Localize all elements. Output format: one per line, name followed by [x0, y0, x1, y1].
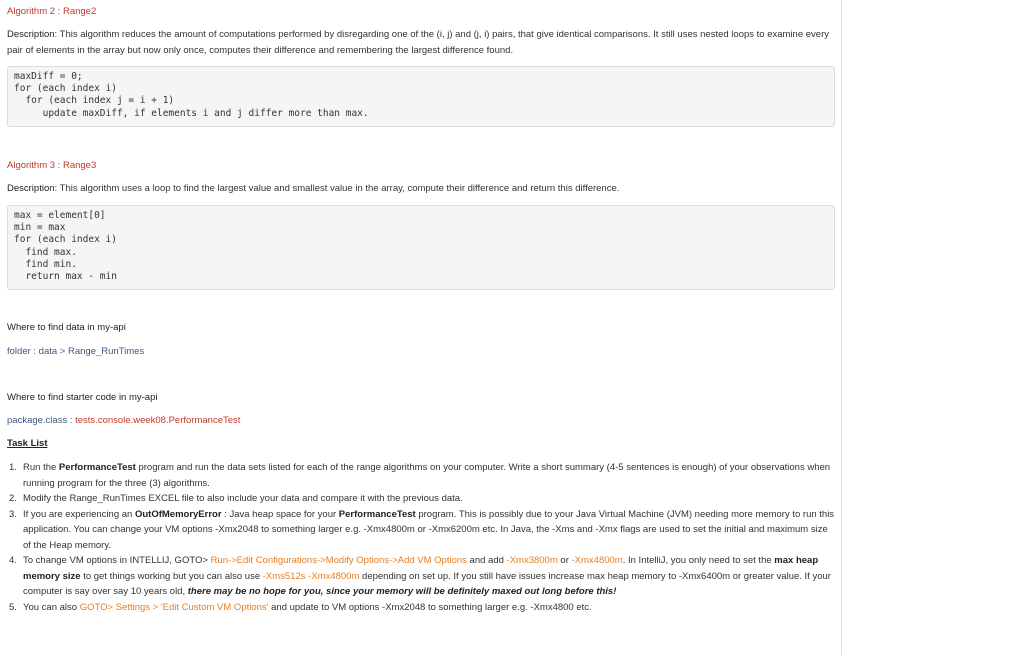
task-item-2 — [7, 491, 837, 507]
task-text: . In IntelliJ, you only need to set the — [622, 555, 775, 566]
code-line: min = max — [14, 222, 66, 234]
task-emphasis: max heap memory size — [23, 555, 819, 582]
task-text: and update to VM options -Xmx2048 to something larger e.g. -Xmx4800 etc. — [268, 601, 592, 613]
settings-path-link[interactable]: GOTO> Settings > 'Edit Custom VM Options' — [79, 601, 269, 613]
task-text: program. This is possibly due to your Java Virtual Machine (JVM) needing more memory to run this application. You can change your VM options -Xmx2048 to something larger e.g. -Xmx4800m or -Xmx6200m etc. In Java, the -Xms and -Xmx flags are used to set the initial and maximum size of the Heap memory. — [23, 508, 835, 551]
task-text: If you are experiencing an — [23, 508, 135, 520]
description-label: Description — [7, 29, 55, 40]
algorithm-3-description — [7, 181, 837, 197]
package-label: package.class : — [7, 415, 76, 426]
code-line: find max. — [14, 246, 77, 258]
task-text: or — [557, 555, 572, 566]
task-list — [7, 460, 837, 615]
code-line: max = element[0] — [14, 210, 106, 221]
task-number: 5. — [9, 601, 17, 613]
task-emphasis: OutOfMemoryError — [134, 508, 222, 520]
task-emphasis: PerformanceTest — [58, 462, 136, 473]
task-item-5 — [7, 600, 837, 616]
task-text: To change VM options in INTELLIJ, GOTO> — [23, 555, 211, 566]
task-text: to get things working but you can also use — [80, 570, 263, 582]
task-text: : Java heap space for your — [221, 508, 339, 520]
algorithm-2-heading: Algorithm 2 : Range2 — [7, 6, 97, 17]
algorithm-3-heading: Algorithm 3 : Range3 — [7, 160, 97, 171]
task-warning: there may be no hope for you, since your memory will be definitely maxed out long before this! — [187, 586, 617, 597]
code-line: for (each index i) — [14, 83, 117, 95]
starter-package-class — [7, 415, 240, 426]
task-text: You can also — [23, 601, 80, 613]
task-number: 3. — [9, 508, 17, 520]
task-text: Modify the Range_RunTimes EXCEL file to also include your data and compare it with the previous data. — [23, 493, 463, 504]
code-line: for (each index i) — [14, 234, 117, 246]
algorithm-2-description — [7, 27, 837, 58]
package-link[interactable]: tests.console.week08.PerformanceTest — [75, 415, 241, 426]
task-emphasis: PerformanceTest — [338, 508, 416, 520]
task-text: program and run the data sets listed for each of the range algorithms on your computer. Write a short summary (4-5 sentences is enough) of your observations when running program for the three (3) algorithms. — [23, 462, 831, 489]
data-folder-path: folder : data > Range_RunTimes — [7, 346, 145, 357]
algorithm-3-code-block — [7, 205, 835, 290]
task-text: and add — [466, 555, 507, 566]
vm-option-value: -Xms512s — [262, 570, 306, 582]
task-number: 4. — [9, 555, 17, 566]
vm-option-value: -Xmx3800m — [506, 555, 558, 566]
task-list-heading: Task List — [7, 438, 48, 449]
task-item-1 — [7, 460, 837, 491]
code-line: return max - min — [14, 270, 117, 282]
code-line: find min. — [14, 258, 77, 270]
task-item-4 — [7, 553, 837, 600]
task-item-3 — [7, 507, 837, 554]
task-text: depending on set up. If you still have issues increase max heap memory to -Xmx6400m or greater value. If your computer is say over say 10 years old, — [23, 570, 831, 597]
algorithm-2-code-block — [7, 66, 835, 127]
data-location-heading: Where to find data in my-api — [7, 322, 126, 333]
code-line: maxDiff = 0; — [14, 71, 83, 82]
code-line: update maxDiff, if elements i and j differ more than max. — [14, 107, 369, 119]
description-label: Description — [7, 183, 55, 194]
task-number: 1. — [9, 462, 17, 473]
code-line: for (each index j = i + 1) — [14, 95, 175, 107]
vm-option-value: -Xmx4800m — [308, 570, 360, 582]
menu-path-link[interactable]: Run->Edit Configurations->Modify Options->Add VM Options — [210, 555, 467, 566]
task-number: 2. — [9, 493, 17, 504]
vm-option-value: -Xmx4800m — [571, 555, 623, 566]
description-text: : This algorithm uses a loop to find the largest value and smallest value in the array, compute their difference and return this difference. — [54, 183, 620, 194]
description-text: : This algorithm reduces the amount of computations performed by disregarding one of the (i, j) and (j, i) pairs, that give identical comparisons. It still uses nested loops to examine every pair of elements in the array but now only once, computes their difference and remembering the largest difference found. — [7, 29, 829, 56]
task-text: Run the — [23, 462, 59, 473]
starter-code-heading: Where to find starter code in my-api — [7, 392, 158, 403]
